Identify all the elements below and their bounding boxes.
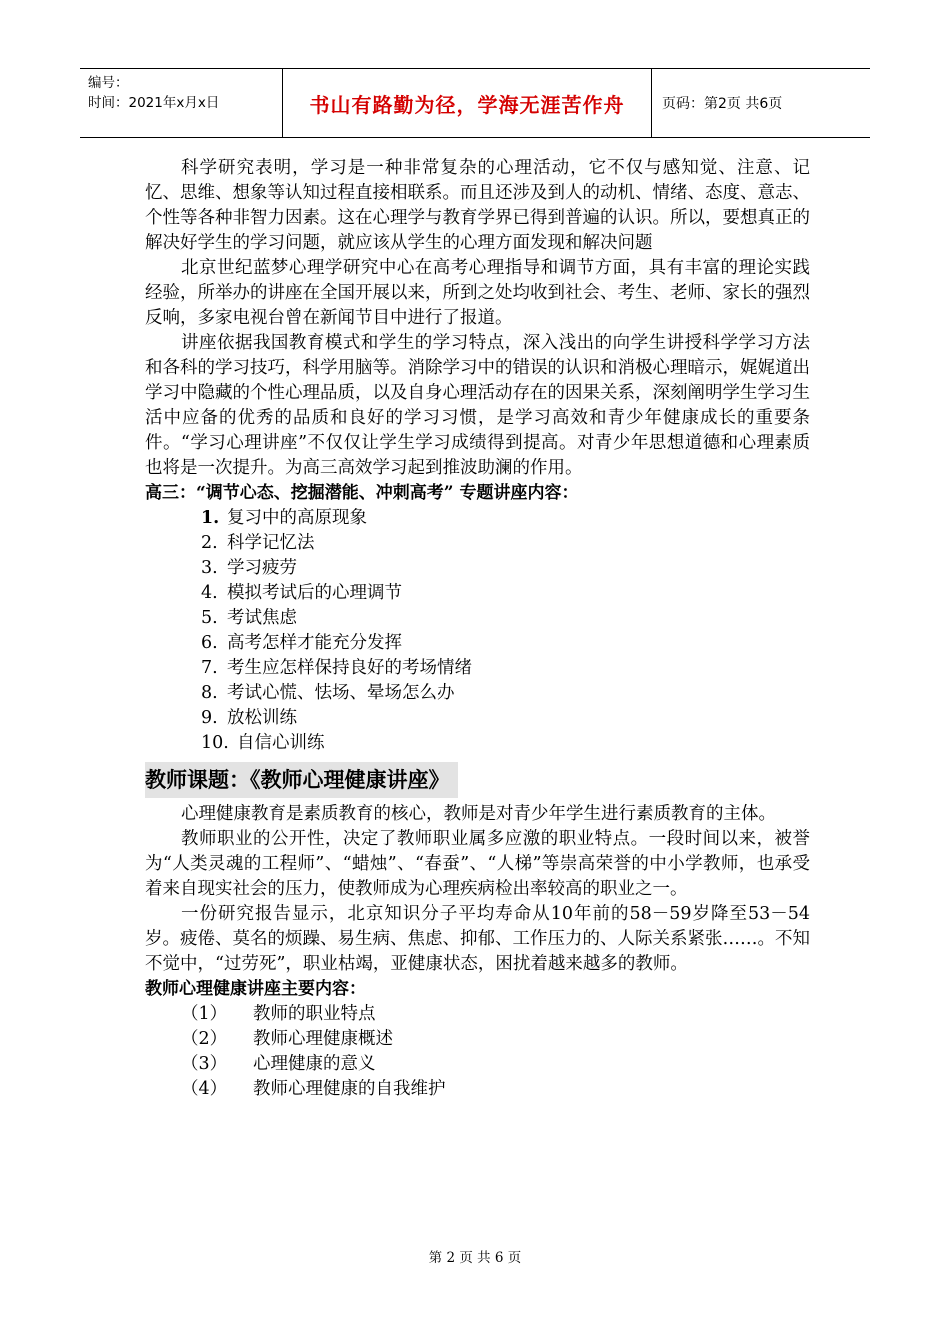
paragraph: 北京世纪蓝梦心理学研究中心在高考心理指导和调节方面，具有丰富的理论实践经验，所举办的讲座在全国开展以来，所到之处均收到社会、考生、老师、家长的强烈反响，多家电视台曾在新闻节目中进行了报道。 [145, 258, 810, 328]
list-text: 放松训练 [227, 708, 297, 728]
header-number: 编号： [88, 75, 129, 91]
list-text: 教师心理健康的自我维护 [253, 1079, 446, 1099]
list-item [145, 506, 810, 531]
list-item [145, 581, 810, 606]
list-number: 9. [201, 708, 218, 728]
page-header [80, 68, 870, 138]
list-text: 复习中的高原现象 [227, 508, 367, 528]
list-item [145, 656, 810, 681]
paragraph: 科学研究表明，学习是一种非常复杂的心理活动，它不仅与感知觉、注意、记忆、思维、想象等认知过程直接相联系。而且还涉及到人的动机、情绪、态度、意志、个性等各种非智力因素。这在心理学与教育学界已得到普遍的认识。所以，要想真正的解决好学生的学习问题，就应该从学生的心理方面发现和解决问题 [145, 158, 810, 253]
senior-topic-list [145, 506, 810, 756]
list-number: 7. [201, 658, 218, 678]
list-text: 模拟考试后的心理调节 [227, 583, 402, 603]
list-number: 4. [201, 583, 218, 603]
list-number: 10. [201, 733, 229, 753]
list-text: 学习疲劳 [227, 558, 297, 578]
document-body [145, 156, 810, 1102]
list-item [145, 606, 810, 631]
list-number: （1） [181, 1004, 228, 1024]
paragraph: 教师职业的公开性，决定了教师职业属多应激的职业特点。一段时间以来，被誉为“人类灵魂的工程师”、“蜡烛”、“春蚕”、“人梯”等崇高荣誉的中小学教师，也承受着来自现实社会的压力，使教师成为心理疾病检出率较高的职业之一。 [145, 829, 810, 899]
list-item [145, 731, 810, 756]
list-item [145, 681, 810, 706]
teacher-banner: 教师课题：《教师心理健康讲座》 [145, 762, 458, 798]
list-item [145, 706, 810, 731]
header-page-label: 页码：第2页 共6页 [662, 96, 783, 112]
list-text: 教师心理健康概述 [253, 1029, 393, 1049]
list-text: 教师的职业特点 [253, 1004, 376, 1024]
header-motto: 书山有路勤为径，学海无涯苦作舟 [283, 69, 652, 137]
list-text: 心理健康的意义 [253, 1054, 376, 1074]
list-text: 考试心慌、怯场、晕场怎么办 [227, 683, 455, 703]
teacher-topic-list [145, 1002, 810, 1102]
list-number: 6. [201, 633, 218, 653]
teacher-heading: 教师心理健康讲座主要内容： [145, 979, 366, 999]
list-number: （2） [181, 1029, 228, 1049]
list-item [145, 556, 810, 581]
paragraph: 一份研究报告显示，北京知识分子平均寿命从10年前的58－59岁降至53－54岁。疲倦、莫名的烦躁、易生病、焦虑、抑郁、工作压力的、人际关系紧张……。不知不觉中，“过劳死”，职业枯竭，亚健康状态，困扰着越来越多的教师。 [145, 904, 810, 974]
list-text: 考生应怎样保持良好的考场情绪 [227, 658, 472, 678]
header-date: 时间：2021年x月x日 [88, 95, 220, 111]
list-number: 8. [201, 683, 218, 703]
list-item [145, 1052, 810, 1077]
list-item [145, 1002, 810, 1027]
paragraph: 讲座依据我国教育模式和学生的学习特点，深入浅出的向学生讲授科学学习方法和各科的学习技巧，科学用脑等。消除学习中的错误的认识和消极心理暗示，娓娓道出学习中隐藏的个性心理品质，以及自身心理活动存在的因果关系，深刻阐明学生学习生活中应备的优秀的品质和良好的学习习惯，是学习高效和青少年健康成长的重要条件。“学习心理讲座”不仅仅让学生学习成绩得到提高。对青少年思想道德和心理素质也将是一次提升。为高三高效学习起到推波助澜的作用。 [145, 333, 810, 478]
list-number: 1. [201, 508, 220, 528]
list-text: 高考怎样才能充分发挥 [227, 633, 402, 653]
list-text: 自信心训练 [237, 733, 325, 753]
senior-heading: 高三：“调节心态、挖掘潜能、冲刺高考” 专题讲座内容： [145, 483, 579, 503]
list-item [145, 531, 810, 556]
paragraph: 心理健康教育是素质教育的核心，教师是对青少年学生进行素质教育的主体。 [181, 804, 776, 824]
list-number: 5. [201, 608, 218, 628]
list-item [145, 1077, 810, 1102]
list-number: （3） [181, 1054, 228, 1074]
list-number: （4） [181, 1079, 228, 1099]
list-item [145, 1027, 810, 1052]
list-text: 科学记忆法 [227, 533, 315, 553]
list-text: 考试焦虑 [227, 608, 297, 628]
list-number: 2. [201, 533, 218, 553]
list-item [145, 631, 810, 656]
list-number: 3. [201, 558, 218, 578]
page-footer: 第 2 页 共 6 页 [428, 1250, 522, 1266]
header-meta [80, 69, 283, 137]
